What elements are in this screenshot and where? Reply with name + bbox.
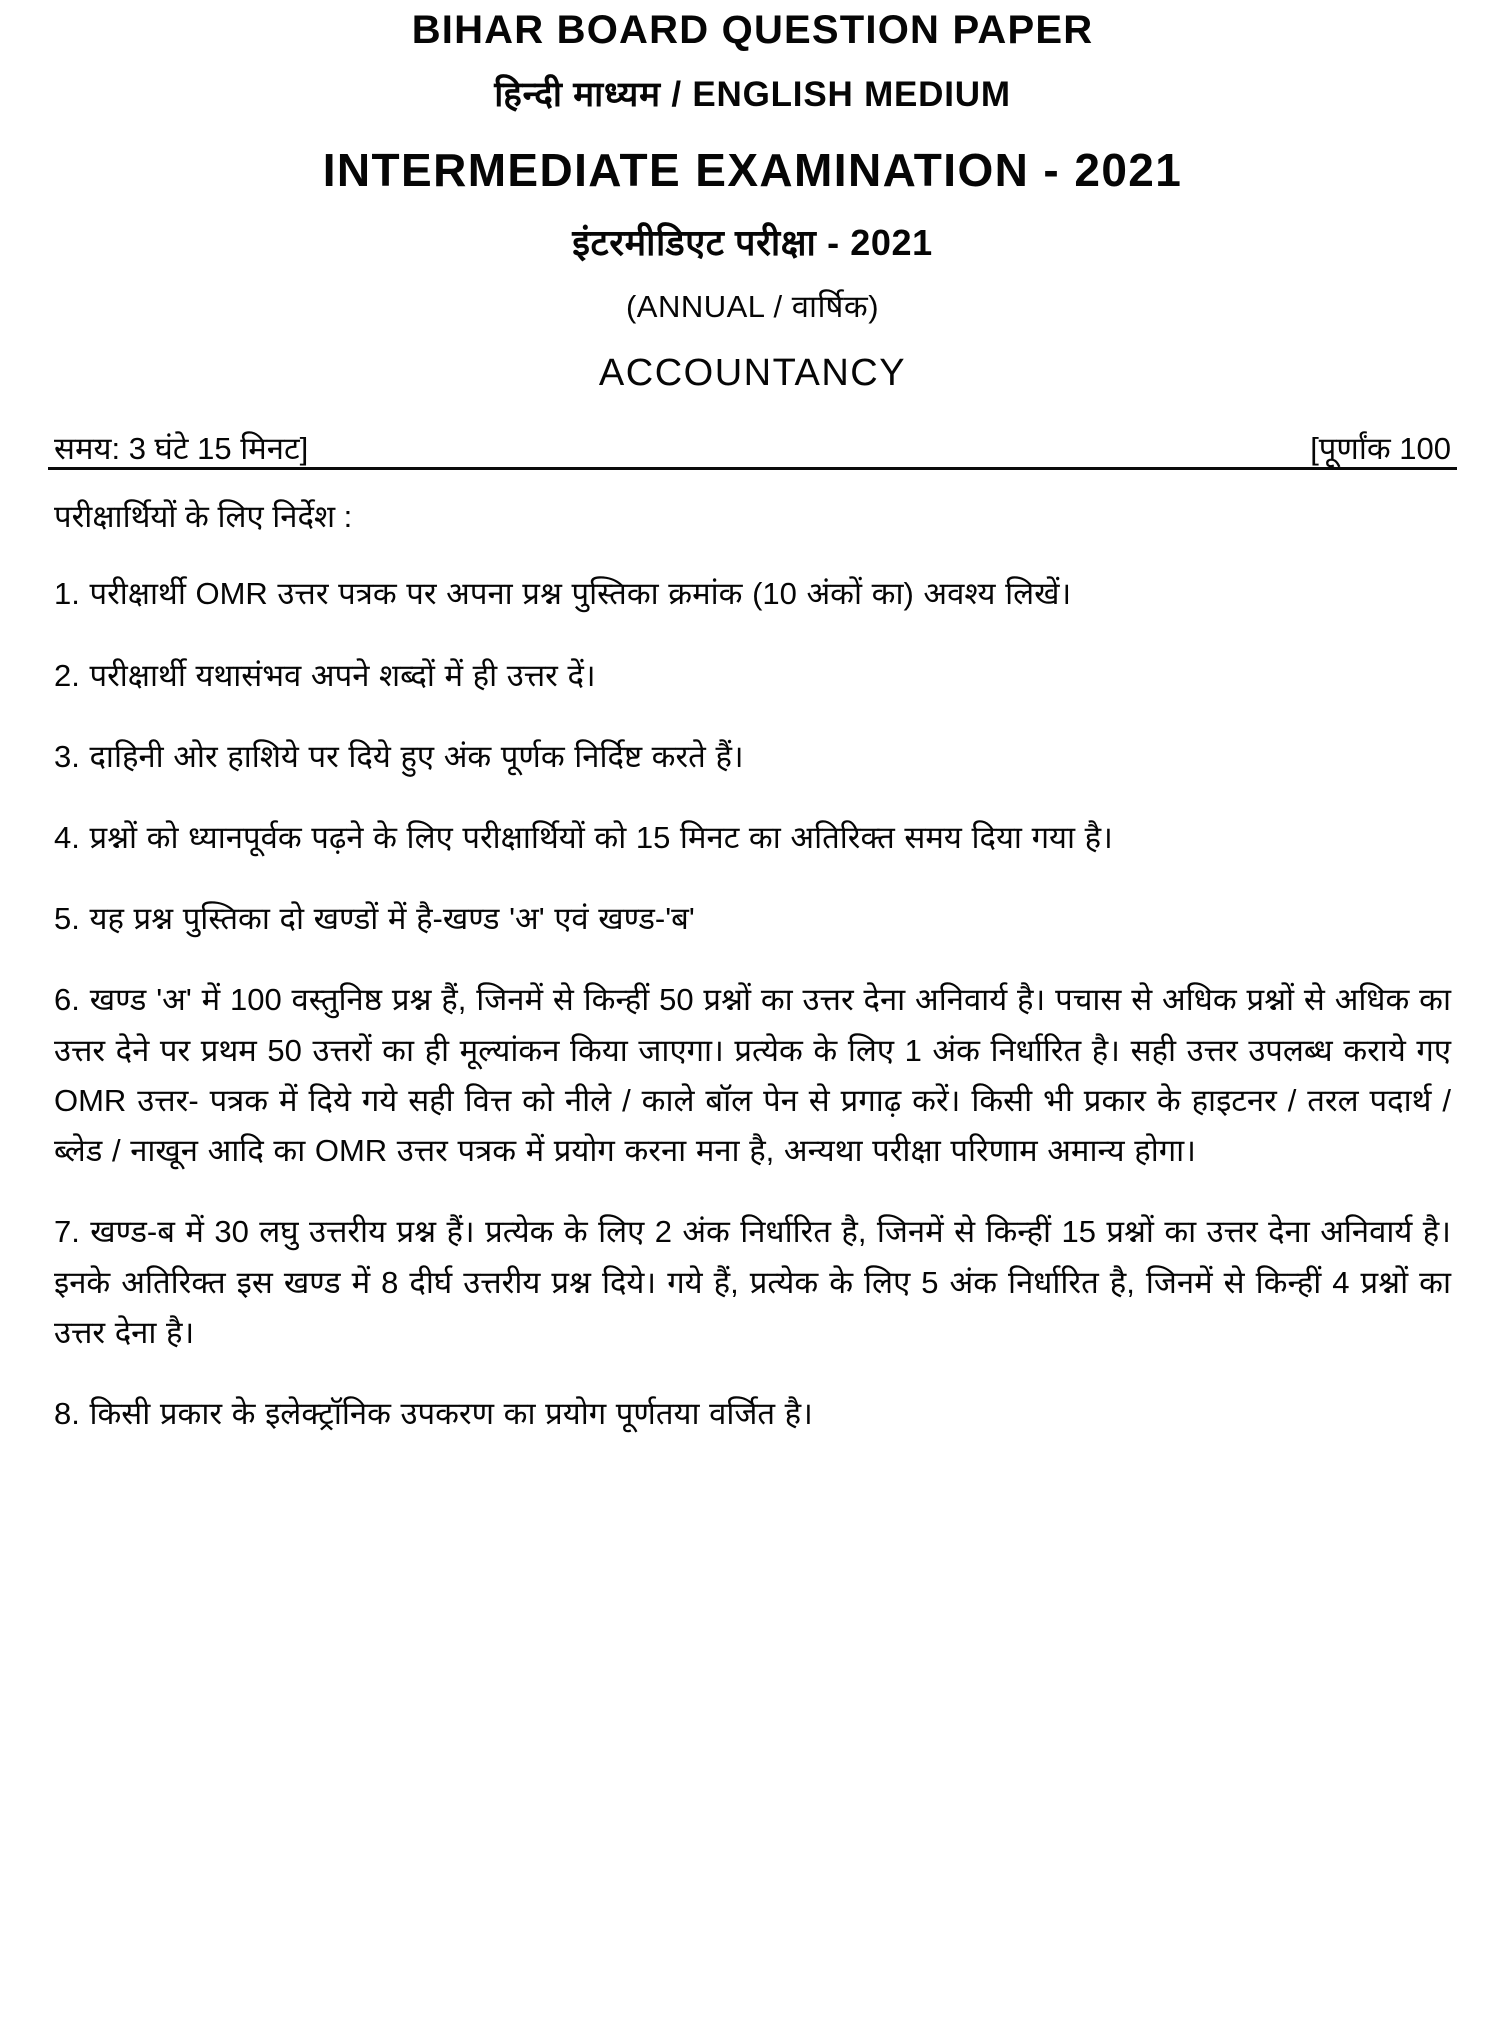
exam-title-english: INTERMEDIATE EXAMINATION - 2021 xyxy=(322,144,1183,196)
full-marks: [पूर्णांक 100 xyxy=(1310,431,1451,466)
instruction-item-2: 2. परीक्षार्थी यथासंभव अपने शब्दों में ही उत्तर दें। xyxy=(54,657,596,693)
exam-title-hindi: इंटरमीडिएट परीक्षा - 2021 xyxy=(572,222,933,263)
instruction-item-5: 5. यह प्रश्न पुस्तिका दो खण्डों में है-खण्ड 'अ' एवं खण्ड-'ब' xyxy=(54,901,695,937)
medium-line: हिन्दी माध्यम / ENGLISH MEDIUM xyxy=(494,75,1011,114)
exam-duration: समय: 3 घंटे 15 मिनट] xyxy=(54,431,309,466)
instruction-item-8: 8. किसी प्रकार के इलेक्ट्रॉनिक उपकरण का प्रयोग पूर्णतया वर्जित है। xyxy=(54,1395,813,1431)
instruction-item-7: 7. खण्ड-ब में 30 लघु उत्तरीय प्रश्न हैं। प्रत्येक के लिए 2 अंक निर्धारित है, जिनमें से किन्हीं 15 प्रश्नों का उत्तर देना अनिवार्य है। इनके अतिरिक्त इस खण्ड में 8 दीर्घ उत्तरीय प्रश्न दिये। गये हैं, प्रत्येक के लिए 5 अंक निर्धारित है, जिनमें से किन्हीं 4 प्रश्नों का उत्तर देना है। xyxy=(54,1214,1451,1350)
heading-block xyxy=(48,0,1457,392)
instruction-item-3: 3. दाहिनी ओर हाशिये पर दिये हुए अंक पूर्णक निर्दिष्ट करते हैं। xyxy=(54,738,744,774)
time-and-marks-row xyxy=(48,432,1457,470)
subject-title: ACCOUNTANCY xyxy=(598,352,907,394)
instructions-section xyxy=(48,496,1457,1439)
instructions-heading: परीक्षार्थियों के लिए निर्देश : xyxy=(54,499,353,535)
instruction-item-6: 6. खण्ड 'अ' में 100 वस्तुनिष्ठ प्रश्न हैं, जिनमें से किन्हीं 50 प्रश्नों का उत्तर देना अनिवार्य है। पचास से अधिक प्रश्नों से अधिक का उत्तर देने पर प्रथम 50 उत्तरों का ही मूल्यांकन किया जाएगा। प्रत्येक के लिए 1 अंक निर्धारित है। सही उत्तर उपलब्ध कराये गए OMR उत्तर- पत्रक में दिये गये सही वित्त को नीले / काले बॉल पेन से प्रगाढ़ करें। किसी भी प्रकार के हाइटनर / तरल पदार्थ / ब्लेड / नाखून आदि का OMR उत्तर पत्रक में प्रयोग करना मना है, अन्यथा परीक्षा परिणाम अमान्य होगा। xyxy=(54,982,1451,1169)
board-title: BIHAR BOARD QUESTION PAPER xyxy=(411,8,1094,52)
exam-type: (ANNUAL / वार्षिक) xyxy=(625,289,880,324)
instruction-item-4: 4. प्रश्नों को ध्यानपूर्वक पढ़ने के लिए परीक्षार्थियों को 15 मिनट का अतिरिक्त समय दिया गया है। xyxy=(54,819,1113,855)
instruction-item-1: 1. परीक्षार्थी OMR उत्तर पत्रक पर अपना प्रश्न पुस्तिका क्रमांक (10 अंकों का) अवश्य लिखें। xyxy=(54,576,1072,612)
